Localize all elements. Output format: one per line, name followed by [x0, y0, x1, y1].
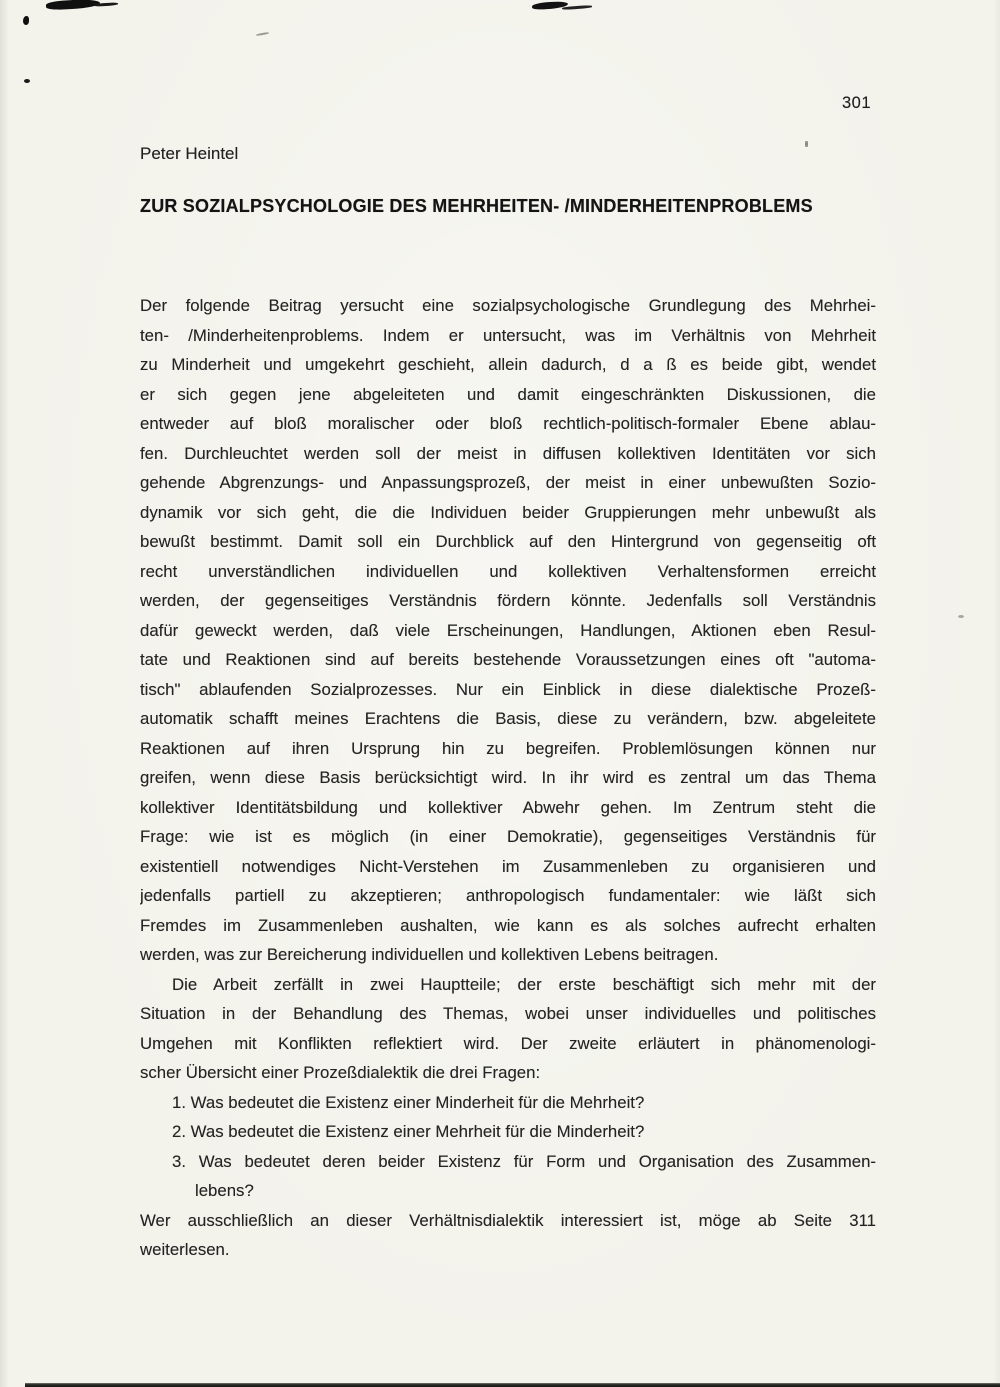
body-line: zu Minderheit und umgekehrt geschieht, allein dadurch, d a ß es beide gibt, wendet: [140, 355, 876, 374]
body-line: existentiell notwendiges Nicht-Verstehen im Zusammenleben zu organisieren und: [140, 856, 876, 876]
list-item-line: lebens?: [195, 1181, 254, 1200]
body-line: weiterlesen.: [140, 1240, 230, 1259]
body-line: greifen, wenn diese Basis berücksichtigt wird. In ihr wird es zentral um das Thema: [140, 768, 876, 787]
body-line: Reaktionen auf ihren Ursprung hin zu begreifen. Problemlösungen können nur: [140, 738, 876, 758]
body-line: Situation in der Behandlung des Themas, wobei unser individuelles und politisches: [140, 1004, 876, 1023]
body-line: dafür geweckt werden, daß viele Erscheinungen, Handlungen, Aktionen eben Resul-: [140, 620, 876, 640]
body-line: entweder auf bloß moralischer oder bloß rechtlich-politisch-formaler Ebene ablau-: [140, 414, 876, 433]
faint-pencil-dash-icon: [256, 32, 269, 36]
speck-near-author-icon: [805, 141, 808, 147]
body-text: [140, 291, 876, 1265]
body-line: tate und Reaktionen sind auf bereits bestehende Voraussetzungen eines oft "automa-: [140, 650, 876, 669]
body-line: werden, was zur Bereicherung individuellen und kollektiven Lebens beitragen.: [140, 945, 719, 964]
body-line: Die Arbeit zerfällt in zwei Hauptteile; der erste beschäftigt sich mehr mit der: [172, 974, 876, 994]
list-item-line: 3. Was bedeutet deren beider Existenz für Form und Organisation des Zusammen-: [172, 1151, 876, 1171]
body-line: Wer ausschließlich an dieser Verhältnisdialektik interessiert ist, möge ab Seite 311: [140, 1210, 876, 1230]
body-line: jedenfalls partiell zu akzeptieren; anthropologisch fundamentaler: wie läßt sich: [140, 886, 876, 905]
body-line: dynamik vor sich geht, die die Individuen beider Gruppierungen mehr unbewußt als: [140, 502, 876, 522]
author-name: Peter Heintel: [140, 144, 239, 163]
speck-right-margin-icon: [958, 615, 964, 618]
article-title: ZUR SOZIALPSYCHOLOGIE DES MEHRHEITEN- /MINDERHEITENPROBLEMS: [140, 196, 813, 216]
body-line: ten- /Minderheitenproblems. Indem er untersucht, was im Verhältnis von Mehrheit: [140, 325, 876, 345]
body-line: kollektiver Identitätsbildung und kollektiver Abwehr gehen. Im Zentrum steht die: [140, 797, 876, 817]
ink-smudge-top-left-icon: [46, 0, 100, 10]
body-line: Frage: wie ist es möglich (in einer Demokratie), gegenseitiges Verständnis für: [140, 827, 876, 846]
ink-dot-upper-left-icon: [23, 16, 29, 25]
body-line: Der folgende Beitrag yersucht eine sozialpsychologische Grundlegung des Mehrhei-: [140, 296, 876, 315]
body-line: bewußt bestimmt. Damit soll ein Durchblick auf den Hintergrund von gegenseitig oft: [140, 532, 876, 551]
body-line: er sich gegen jene abgeleiteten und damit eingeschränkten Diskussionen, die: [140, 384, 876, 404]
list-item-line: 2. Was bedeutet die Existenz einer Mehrheit für die Minderheit?: [172, 1122, 645, 1141]
body-line: tisch" ablaufenden Sozialprozesses. Nur ein Einblick in diese dialektische Prozeß-: [140, 679, 876, 699]
ink-smudge-top-center-tail-icon: [562, 5, 592, 10]
body-line: Umgehen mit Konflikten reflektiert wird. Der zweite erläutert in phänomenologi-: [140, 1033, 876, 1053]
body-line: fen. Durchleuchtet werden soll der meist in diffusen kollektiven Identitäten vor sich: [140, 443, 876, 463]
body-line: automatik schafft meines Erachtens die Basis, diese zu verändern, bzw. abgeleitete: [140, 709, 876, 728]
body-line: gehende Abgrenzungs- und Anpassungsprozeß, der meist in einer unbewußten Sozio-: [140, 473, 876, 492]
body-line: Fremdes im Zusammenleben aushalten, wie kann es als solches aufrecht erhalten: [140, 915, 876, 935]
ink-dot-left-margin-icon: [24, 79, 30, 83]
page-number: 301: [842, 94, 872, 112]
ink-smudge-top-left-tail-icon: [94, 2, 118, 7]
body-line: recht unverständlichen individuellen und kollektiven Verhaltensformen erreicht: [140, 561, 876, 581]
scan-bottom-edge-line: [25, 1383, 1000, 1387]
body-line: scher Übersicht einer Prozeßdialektik die drei Fragen:: [140, 1063, 541, 1082]
list-item-line: 1. Was bedeutet die Existenz einer Minderheit für die Mehrheit?: [172, 1092, 645, 1112]
body-line: werden, der gegenseitiges Verständnis fördern könnte. Jedenfalls soll Verständnis: [140, 591, 876, 610]
